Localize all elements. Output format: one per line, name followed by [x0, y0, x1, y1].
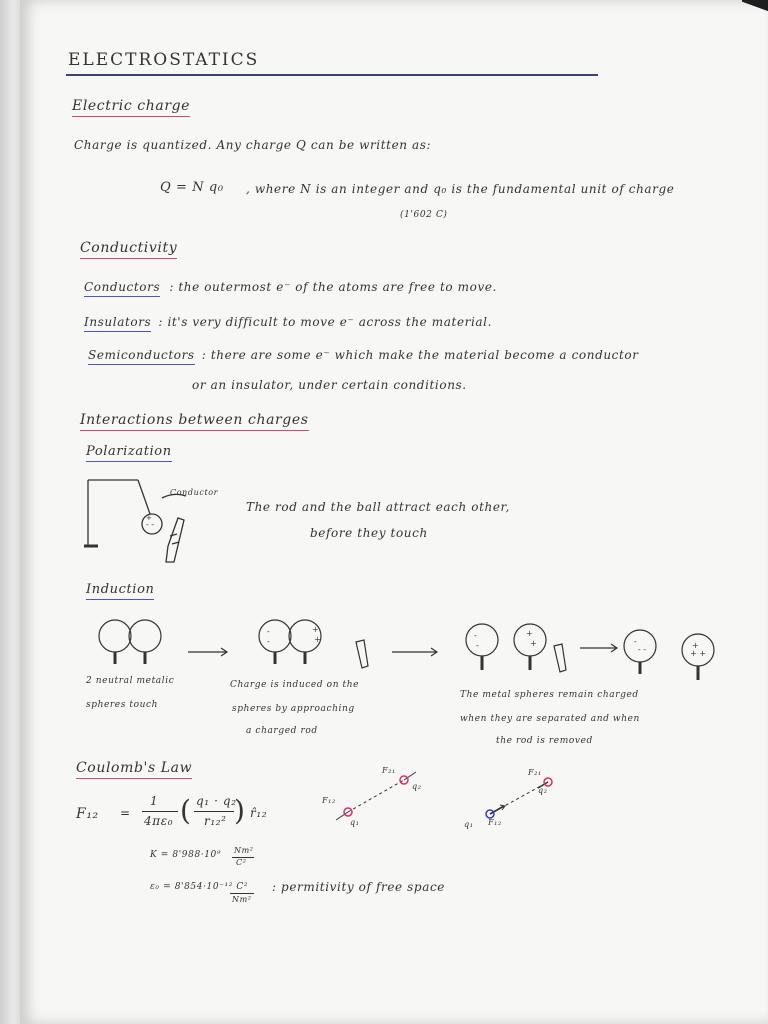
- conductor-label: Conductor: [170, 488, 219, 497]
- induction-caption-3b: when they are separated and when: [460, 714, 640, 724]
- svg-text:+ +: + +: [690, 649, 706, 658]
- term-semiconductors: Semiconductors: [88, 348, 195, 365]
- coulomb-diagram-attraction: [466, 766, 576, 836]
- conductors-row: [84, 276, 497, 295]
- desc-semiconductors: : there are some e⁻ which make the material become a conductor: [201, 348, 639, 362]
- coulomb-unit-vector: r̂₁₂: [250, 806, 268, 820]
- svg-text:+: +: [530, 639, 537, 648]
- semiconductors-row: [88, 344, 639, 363]
- svg-text:+: +: [526, 629, 533, 638]
- desc-conductors: : the outermost e⁻ of the atoms are free to move.: [169, 280, 497, 294]
- svg-text:+: +: [314, 635, 321, 644]
- svg-text:-: -: [476, 641, 479, 650]
- polarization-text-2: before they touch: [310, 526, 428, 540]
- charge-formula: Q = N q₀: [160, 180, 224, 195]
- d1-q1: q₁: [350, 818, 360, 827]
- k-unit-num: Nm²: [234, 846, 254, 855]
- charge-formula-note: , where N is an integer and q₀ is the fundamental unit of charge: [246, 182, 675, 196]
- d2-q2: q₂: [538, 786, 548, 795]
- pendulum-string: [138, 480, 150, 514]
- polarization-text-1: The rod and the ball attract each other,: [246, 500, 510, 514]
- d2-f12: F₁₂: [488, 818, 502, 827]
- charge-quantized-text: Charge is quantized. Any charge Q can be written as:: [74, 138, 432, 152]
- svg-text:+: +: [312, 625, 319, 634]
- induction-caption-3c: the rod is removed: [496, 736, 593, 746]
- induction-caption-3a: The metal spheres remain charged: [460, 690, 639, 700]
- notebook-page: [20, 0, 768, 1024]
- heading-polarization: Polarization: [86, 444, 172, 462]
- coulomb-paren-close: ): [234, 794, 246, 827]
- coulomb-diagram-repulsion: [320, 766, 430, 836]
- induction-caption-2b: spheres by approaching: [232, 704, 355, 714]
- svg-text:-: -: [634, 637, 637, 646]
- induction-caption-2a: Charge is induced on the: [230, 680, 360, 690]
- svg-text:+: +: [692, 641, 699, 650]
- svg-text:-: -: [474, 631, 477, 640]
- coulomb-paren-bar: [194, 811, 234, 812]
- svg-text:-: -: [267, 637, 270, 646]
- heading-conductivity: Conductivity: [80, 240, 177, 259]
- ball-charges: - -: [146, 520, 154, 529]
- svg-text:-: -: [267, 627, 270, 636]
- rod-marks: [170, 534, 179, 544]
- coulomb-paren-num: q₁ · q₂: [196, 794, 237, 808]
- heading-coulombs-law: Coulomb's Law: [76, 760, 192, 779]
- coulomb-paren-den: r₁₂²: [204, 814, 227, 828]
- coulomb-equals: =: [120, 806, 131, 820]
- fundamental-charge-value: (1'602 C): [400, 210, 448, 220]
- page-title: ELECTROSTATICS: [68, 50, 260, 70]
- charged-rod: [166, 518, 184, 562]
- d1-f12: F₁₂: [322, 796, 336, 805]
- epsilon-constant: ε₀ = 8'854·10⁻¹² C²: [150, 882, 249, 892]
- heading-interactions: Interactions between charges: [80, 412, 309, 431]
- k-constant: K = 8'988·10⁹: [150, 850, 222, 860]
- coulomb-paren-open: (: [180, 794, 192, 827]
- coulomb-lhs: F₁₂: [76, 806, 99, 822]
- coulomb-frac-num: 1: [150, 794, 159, 808]
- k-unit-den: C²: [236, 858, 247, 867]
- induction-diagram: [90, 612, 730, 692]
- svg-text:+: +: [146, 514, 152, 522]
- term-conductors: Conductors: [84, 280, 160, 297]
- page-corner: [742, 0, 768, 18]
- desc-insulators: : it's very difficult to move e⁻ across the material.: [158, 315, 493, 329]
- notebook-spine: [0, 0, 22, 1024]
- epsilon-desc: : permitivity of free space: [272, 880, 445, 894]
- coulomb-frac-den: 4πε₀: [144, 814, 174, 828]
- induction-caption-2c: a charged rod: [246, 726, 318, 736]
- term-insulators: Insulators: [84, 315, 151, 332]
- insulators-row: [84, 311, 492, 330]
- induction-caption-1a: 2 neutral metalic: [86, 676, 175, 686]
- heading-electric-charge: Electric charge: [72, 98, 190, 117]
- d1-q2: q₂: [412, 782, 422, 791]
- d1-f21: F₂₁: [382, 766, 396, 775]
- heading-induction: Induction: [86, 582, 154, 600]
- induction-caption-1b: spheres touch: [86, 700, 159, 710]
- d2-f21: F₂₁: [528, 768, 542, 777]
- title-rule: [66, 74, 598, 76]
- epsilon-unit-den: Nm²: [232, 895, 252, 904]
- semiconductors-cont: or an insulator, under certain conditions.: [192, 378, 467, 392]
- d2-q1: q₁: [464, 820, 474, 829]
- coulomb-frac-bar: [142, 811, 178, 812]
- svg-text:- -: - -: [638, 645, 646, 654]
